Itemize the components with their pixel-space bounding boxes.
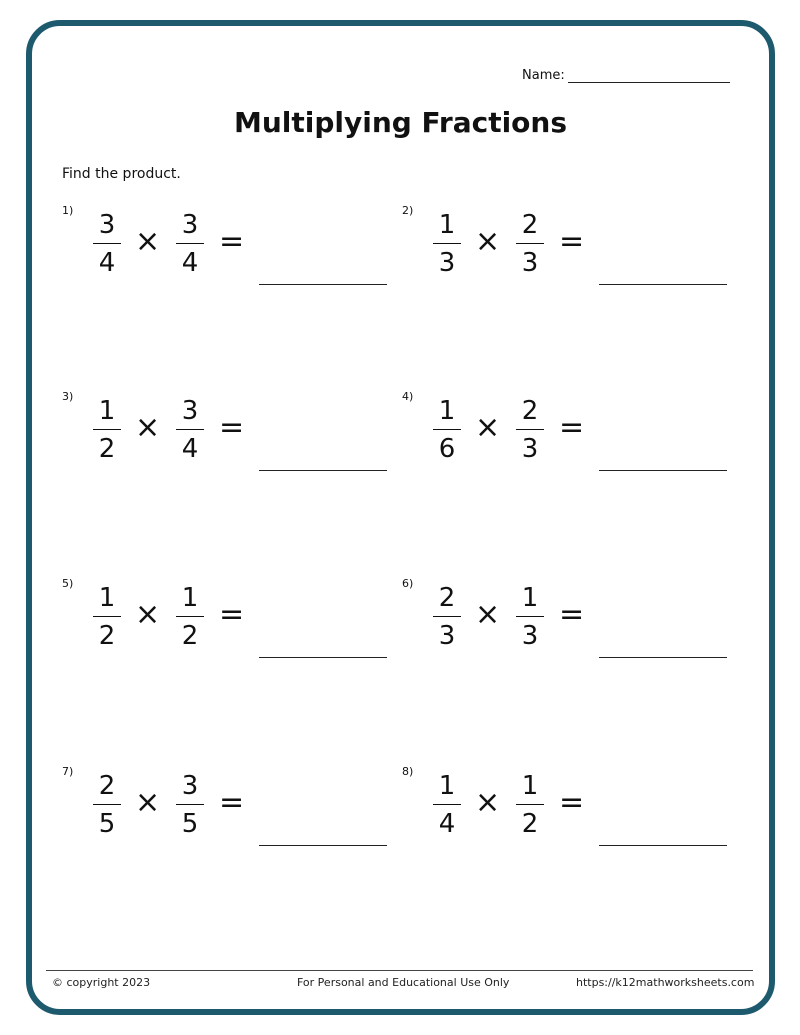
numerator: 2 xyxy=(98,771,116,801)
numerator: 1 xyxy=(438,771,456,801)
denominator: 3 xyxy=(438,248,456,278)
answer-line[interactable] xyxy=(599,470,727,471)
fraction-bar xyxy=(433,804,461,805)
fraction-bar xyxy=(516,429,544,430)
times-sign: × xyxy=(475,410,501,445)
numerator: 3 xyxy=(98,210,116,240)
problem-3 xyxy=(62,390,397,500)
fraction-bar xyxy=(176,616,204,617)
fraction-b xyxy=(515,396,545,464)
denominator: 4 xyxy=(438,809,456,839)
denominator: 6 xyxy=(438,434,456,464)
equals-sign: = xyxy=(219,785,245,820)
numerator: 3 xyxy=(181,396,199,426)
equals-sign: = xyxy=(219,410,245,445)
problem-2 xyxy=(402,204,737,314)
numerator: 1 xyxy=(521,583,539,613)
fraction-bar xyxy=(93,429,121,430)
problem-7 xyxy=(62,765,397,875)
equals-sign: = xyxy=(559,597,585,632)
fraction-bar xyxy=(93,243,121,244)
answer-line[interactable] xyxy=(599,284,727,285)
equals-sign: = xyxy=(559,785,585,820)
problem-1 xyxy=(62,204,397,314)
numerator: 2 xyxy=(521,210,539,240)
name-blank-line[interactable] xyxy=(568,68,730,83)
numerator: 2 xyxy=(521,396,539,426)
denominator: 5 xyxy=(98,809,116,839)
denominator: 2 xyxy=(181,621,199,651)
footer-usage: For Personal and Educational Use Only xyxy=(297,976,510,989)
denominator: 3 xyxy=(438,621,456,651)
denominator: 2 xyxy=(98,434,116,464)
answer-line[interactable] xyxy=(259,845,387,846)
equals-sign: = xyxy=(219,224,245,259)
fraction-bar xyxy=(433,243,461,244)
numerator: 1 xyxy=(98,396,116,426)
problem-number: 5) xyxy=(62,577,74,590)
fraction-b xyxy=(515,210,545,278)
name-label: Name: xyxy=(522,68,565,83)
fraction-bar xyxy=(93,616,121,617)
fraction-a xyxy=(92,583,122,651)
numerator: 1 xyxy=(438,396,456,426)
problem-4 xyxy=(402,390,737,500)
footer-url[interactable]: https://k12mathworksheets.com xyxy=(576,976,755,989)
footer-copyright: © copyright 2023 xyxy=(52,976,151,989)
answer-line[interactable] xyxy=(599,845,727,846)
fraction-bar xyxy=(433,429,461,430)
worksheet-title: Multiplying Fractions xyxy=(233,106,568,139)
instruction-text: Find the product. xyxy=(62,166,181,182)
fraction-bar xyxy=(176,429,204,430)
problem-number: 3) xyxy=(62,390,74,403)
denominator: 4 xyxy=(181,434,199,464)
times-sign: × xyxy=(475,597,501,632)
name-field[interactable] xyxy=(522,68,730,83)
denominator: 2 xyxy=(98,621,116,651)
equals-sign: = xyxy=(559,410,585,445)
numerator: 1 xyxy=(98,583,116,613)
fraction-a xyxy=(92,396,122,464)
fraction-b xyxy=(175,210,205,278)
denominator: 4 xyxy=(98,248,116,278)
denominator: 3 xyxy=(521,621,539,651)
numerator: 1 xyxy=(438,210,456,240)
problem-number: 8) xyxy=(402,765,414,778)
times-sign: × xyxy=(475,224,501,259)
fraction-b xyxy=(175,771,205,839)
numerator: 1 xyxy=(181,583,199,613)
problem-number: 4) xyxy=(402,390,414,403)
worksheet-page xyxy=(26,20,775,1015)
numerator: 2 xyxy=(438,583,456,613)
numerator: 3 xyxy=(181,210,199,240)
fraction-b xyxy=(515,583,545,651)
fraction-bar xyxy=(516,243,544,244)
answer-line[interactable] xyxy=(259,470,387,471)
fraction-a xyxy=(432,771,462,839)
answer-line[interactable] xyxy=(259,284,387,285)
times-sign: × xyxy=(135,410,161,445)
fraction-a xyxy=(432,396,462,464)
times-sign: × xyxy=(475,785,501,820)
denominator: 3 xyxy=(521,434,539,464)
fraction-a xyxy=(92,210,122,278)
problem-number: 7) xyxy=(62,765,74,778)
problem-number: 1) xyxy=(62,204,74,217)
fraction-b xyxy=(515,771,545,839)
numerator: 3 xyxy=(181,771,199,801)
footer-divider xyxy=(46,970,753,971)
fraction-b xyxy=(175,583,205,651)
fraction-bar xyxy=(176,804,204,805)
problem-number: 6) xyxy=(402,577,414,590)
fraction-b xyxy=(175,396,205,464)
times-sign: × xyxy=(135,224,161,259)
numerator: 1 xyxy=(521,771,539,801)
times-sign: × xyxy=(135,785,161,820)
equals-sign: = xyxy=(559,224,585,259)
times-sign: × xyxy=(135,597,161,632)
denominator: 3 xyxy=(521,248,539,278)
problem-6 xyxy=(402,577,737,687)
fraction-bar xyxy=(176,243,204,244)
answer-line[interactable] xyxy=(259,657,387,658)
denominator: 4 xyxy=(181,248,199,278)
fraction-a xyxy=(92,771,122,839)
fraction-a xyxy=(432,583,462,651)
problem-number: 2) xyxy=(402,204,414,217)
fraction-bar xyxy=(516,804,544,805)
fraction-bar xyxy=(433,616,461,617)
denominator: 2 xyxy=(521,809,539,839)
problem-5 xyxy=(62,577,397,687)
equals-sign: = xyxy=(219,597,245,632)
problem-8 xyxy=(402,765,737,875)
denominator: 5 xyxy=(181,809,199,839)
fraction-bar xyxy=(516,616,544,617)
fraction-a xyxy=(432,210,462,278)
answer-line[interactable] xyxy=(599,657,727,658)
fraction-bar xyxy=(93,804,121,805)
